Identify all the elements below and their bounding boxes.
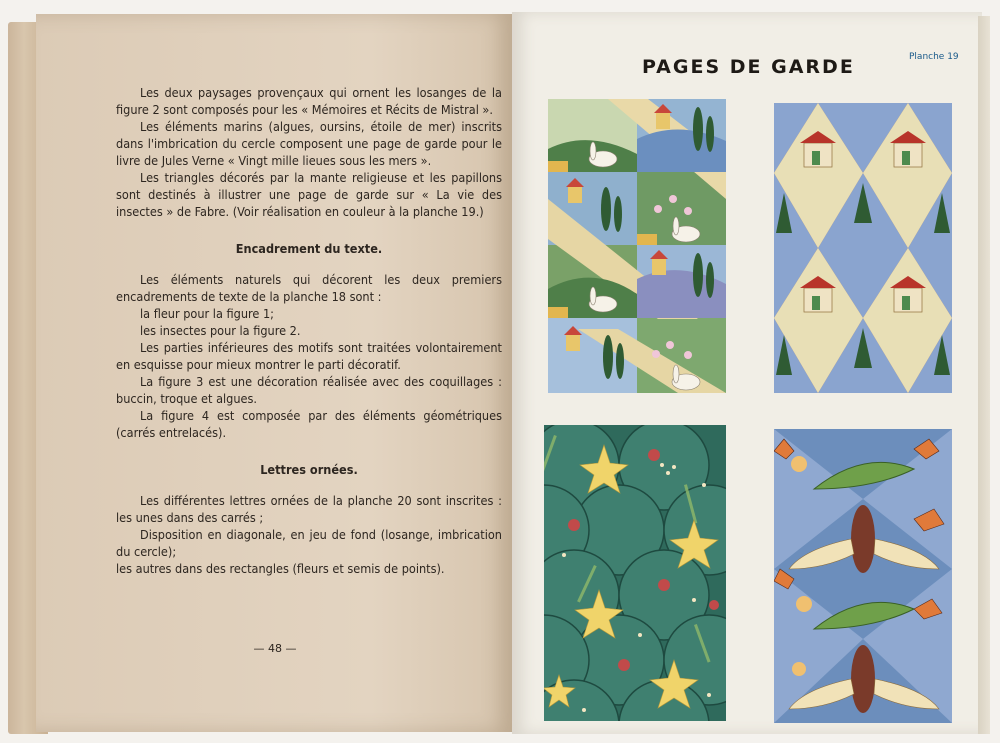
tile-provencal-landscape	[548, 99, 726, 393]
heading-lettres-ornees: Lettres ornées.	[260, 462, 358, 477]
tile-starfish-seaweed	[544, 425, 726, 721]
starfish-illustration	[544, 425, 726, 721]
paragraph-letters-diagonal: Disposition en diagonale, en jeu de fond (losange, imbrication du cercle);	[116, 527, 502, 559]
houses-illustration	[774, 103, 952, 393]
paragraph-frame-intro: Les éléments naturels qui décorent les deux premiers encadrements de texte de la planche 18 sont :	[116, 272, 502, 304]
right-page	[512, 12, 982, 734]
paragraph-letters-intro: Les différentes lettres ornées de la planche 20 sont inscrites : les unes dans des carrés ;	[116, 493, 502, 525]
paragraph-frame-fig3: La figure 3 est une décoration réalisée avec des coquillages : buccin, troque et algues.	[116, 374, 502, 406]
heading-encadrement: Encadrement du texte.	[235, 241, 383, 256]
open-book	[8, 8, 990, 736]
paragraph-letters-rectangles: les autres dans des rectangles (fleurs et semis de points).	[116, 561, 445, 576]
landscape-illustration	[548, 99, 726, 393]
paragraph-frame-fig2: les insectes pour la figure 2.	[140, 323, 301, 338]
tile-provencal-houses	[774, 103, 952, 393]
paragraph-frame-fig4: La figure 4 est composée par des éléments géométriques (carrés entrelacés).	[116, 408, 502, 440]
insects-illustration	[774, 429, 952, 723]
plate-title: PAGES DE GARDE	[642, 56, 855, 78]
paragraph-fabre: Les triangles décorés par la mante religieuse et les papillons sont destinés à illustrer une page de garde sur « La vie des insectes » de Fabre. (Voir réalisation en couleur à la planche 19.)	[116, 170, 502, 219]
tile-mantis-butterflies	[774, 429, 952, 723]
page-number: — 48 —	[253, 642, 297, 655]
paragraph-mistral: Les deux paysages provençaux qui ornent les losanges de la figure 2 sont composés pour les « Mémoires et Récits de Mistral ».	[116, 85, 502, 117]
plate-number: Planche 19	[909, 52, 959, 62]
paragraph-frame-fig1: la fleur pour la figure 1;	[140, 306, 274, 321]
left-page-text	[116, 84, 502, 577]
paragraph-jules-verne: Les éléments marins (algues, oursins, étoile de mer) inscrits dans l'imbrication du cercle composent une page de garde pour le livre de Jules Verne « Vingt mille lieues sous les mers ».	[116, 119, 502, 168]
left-page	[36, 14, 514, 732]
right-page-edge	[978, 16, 990, 734]
paragraph-frame-sketch: Les parties inférieures des motifs sont traitées volontairement en esquisse pour mieux montrer le parti décoratif.	[116, 340, 502, 372]
